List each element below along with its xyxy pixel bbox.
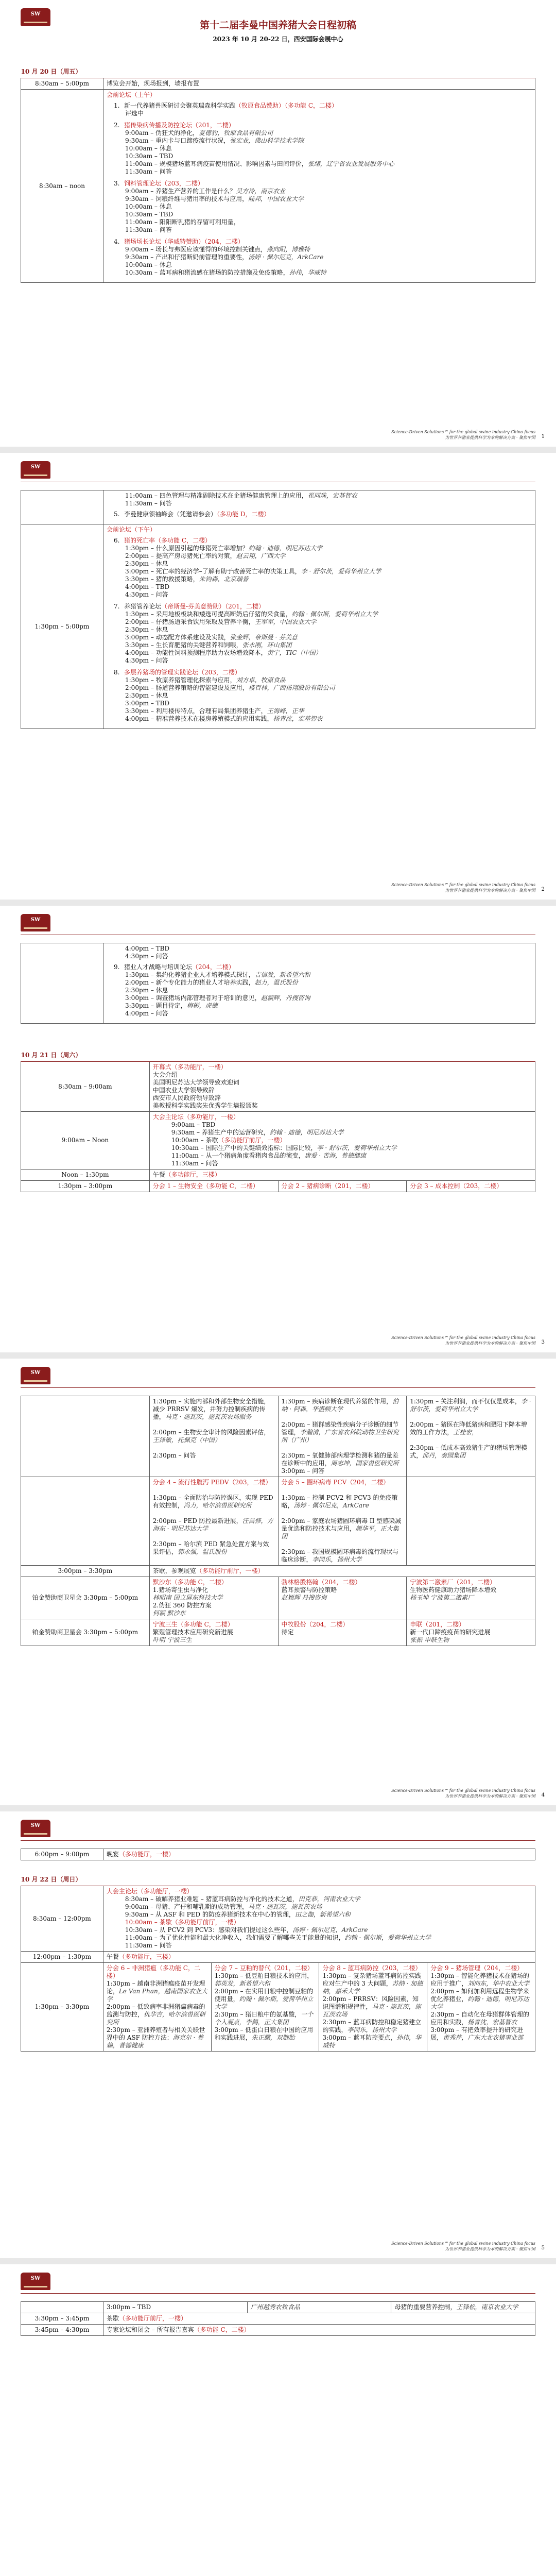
schedule-day2 — [21, 943, 535, 1192]
session-4: 4. 猪场场长论坛（华威特赞助）（204，二楼） 9:00am – 场长与弗医应该懂得的环境控制关键点，燕向阳，博雅特 9:30am – 产出和仔猪断奶前管理的重要性，汤婷 · 佩尔尼克，ArkCare 10:00am – 休息 10:30am – 蓝耳病和猪流感在猪场的防控措施及免疫策略，孙伟，华威特 — [114, 238, 326, 276]
table-row: 11:00am – 四色管理与精准副除技术在企猪场健康管理上的应用，崔同珠，宏基智农 11:30am – 问答 5. 李曼健康领袖峰会（凭邀请参会）（多功能 D，二楼） — [21, 490, 535, 524]
table-row: 1:30pm – 实施内部和外部生物安全措施，减少 PRRSV 爆发，并努力控制疾病的传播，马克 · 施瓦茨，施瓦茨农场服务 2:00pm – 生物安全审计的风险因素评估，王泽敏，托佩克（中国） 2:30pm – 问答 1:30pm – 疾病诊断在现代养猪的作用，伯纳 · 阿森，华盛顿大学 2:00pm – 猪群感染性疾病分子诊断的细节管理，李瀚清，广东省农科院动物卫生研究所（广州） 2:30pm – 氧健肺部病理学检测和猪的量差在诊断中的应用，周志坤，国家兽医研究所 3:00pm – 问答 1:30pm – 关注利润，而不仅仅是成本，李 · 舒尔茨，爱荷华州立大学 2:00pm – 猪医在降低猪病和肥阳下降本增效的工作方法，王桂宏， 2:30pm – 低成本高效猪生产的猪场管理模式，邱丹，泰园集团 — [21, 1396, 535, 1477]
date-heading: 10 月 21 日（周六） — [21, 1049, 535, 1062]
page-3: SW 4:00pm – TBD 4:30pm – 问答 9. 猪业人才战略与培训论坛（204，二楼） 1:30pm – 集约化养猪企业人才培养模式探讨，吉信发，新希望六和 2:00pm – 新个专化能力的猪业人才培养实践，赵力，温氏股份 2:30pm – 休息 3:00pm – 调查猪场内部管理者对于培训的意见，赵颖辉，丹搜咨询 3:30pm – 题目待定，梅彬，虎德 4:00pm – 问答 10 月 21 日（周六） 8:30am – 9:00am 开幕式（多功能厅，一楼） 大会介绍 美国明尼苏达大学领导致欢迎词 中国农业大学领导致辞 西安市人民政府领导致辞 美教授科学实践奖先优秀学生墙报颁奖 9:00am – Noon 大会主论坛（多功能厅，一楼） 9:00am – TBD 9:30am – 养猪生产中的运营研究，约翰 · 迪德，明尼苏达大学 10:00am – 茶歇（多功能厅前厅，一楼） 10:30am – 国际生产中的关键绩效指标：国际比较，李 · 舒尔茨，爱荷华州立大学 11:00am – 从一个猪病角度看猪肉食品的演变，唐爱 · 苦海，普德健康 11:30am – 问答 Noon – 1:30pm 午餐（多功能厅，三楼） 1:30pm – 3:00pm 分会 1 – 生物安全（多功能 C，二楼） 分会 2 – 猪病诊断（201，二楼） 分会 3 – 成本控制（203，二楼） Science-Driven Solutions℠ for the global swine industry China focus 为世界养猪业提供科学为本的解决方案 · 聚焦中国 3 — [0, 906, 556, 1352]
session-9: 9. 猪业人才战略与培训论坛（204，二楼） 1:30pm – 集约化养猪企业人才培养模式探讨，吉信发，新希望六和 2:00pm – 新个专化能力的猪业人才培养实践，赵力，温氏股份 2:30pm – 休息 3:00pm – 调查猪场内部管理者对于培训的意见，赵颖辉，丹搜咨询 3:30pm – 题目待定，梅彬，虎德 4:00pm – 问答 — [114, 963, 310, 1017]
page-number: 3 — [541, 1340, 545, 1345]
page-number: 4 — [541, 1792, 545, 1798]
table-row: 3:00pm – TBD 广州越秀农牧食品 母猪的重要营养控制，王锋松，南京农业大学 — [21, 2302, 535, 2313]
logo-text: SW — [30, 11, 41, 17]
table-row: 8:30am – 5:00pm 博览会开始，现场报到，墙报布置 — [21, 78, 535, 90]
page-number: 5 — [541, 2245, 545, 2251]
swine-logo — [21, 8, 50, 26]
date-heading: 10 月 22 日（周日） — [21, 1874, 535, 1886]
session-6: 6. 猪的死亡率（多功能 C，二楼） 1:30pm – 什么原因引起的母猪死亡率增加？约翰 · 迪德，明尼苏达大学 2:00pm – 提高产房母猪死亡率的对策，赵云翔，广西大学 2:30pm – 休息 3:00pm – 死亡率的经济学–了解有助于改善死亡率的决策工具，李 · 舒尔茨，爱荷华州立大学 3:30pm – 猪的救援策略，朱钧森，北京瑞普 4:00pm – TBD 4:30pm – 问答 — [114, 537, 381, 598]
session-8: 8. 多层养猪场的管理实践论坛（203，二楼） 1:30pm – 牧原养猪管理化探索与应用，刘方卓，牧原食品 2:00pm – 肠道营养策略的智能建设及应用，楼百林，广西扬翔股份有限公司 2:30pm – 休息 3:00pm – TBD 3:30pm – 利用楼传特点，合理有局集团养猪生产，王海峰，正华 4:00pm – 精准营养技术在楼房养殖模式的应用实践，杨青沈，宏基智农 — [114, 669, 335, 722]
date-heading: 10 月 20 日（周五） — [21, 66, 535, 78]
session-3: 3. 饲料管理论坛（203，二楼） 9:00am – 养猪生产营养的工作是什么？吴方冷，南京农业 9:30am – 饲粮纤维与猪用率的技术与应用，陆邦，中国农业大学 10:00am – 休息 10:30am – TBD 11:00am – 阳阳断乳猪的存留可利用量， 11:30am – 问答 — [114, 180, 304, 233]
schedule-day3 — [21, 1849, 535, 2052]
table-row: 3:00pm – 3:30pm 茶歇，参观展览（多功能厅前厅，一楼） — [21, 1566, 535, 1577]
swine-logo: SW — [21, 461, 50, 479]
table-row: 9:00am – Noon 大会主论坛（多功能厅，一楼） 9:00am – TBD 9:30am – 养猪生产中的运营研究，约翰 · 迪德，明尼苏达大学 10:00am – 茶歇（多功能厅前厅，一楼） 10:30am – 国际生产中的关键绩效指标：国际比较，李 · 舒尔茨，爱荷华州立大学 11:00am – 从一个猪病角度看猪肉食品的演变，唐爱 · 苦海，普德健康 11:30am – 问答 — [21, 1112, 535, 1170]
page-title: 第十二届李曼中国养猪大会日程初稿 — [199, 20, 356, 31]
session-1: 1. 新一代养猪兽医研讨会聚英瑞森科学实践（牧原食品赞助）（多功能 C，二楼） 评选中 — [114, 102, 338, 117]
swine-logo: SW — [21, 2273, 50, 2290]
page-subtitle: 2023 年 10 月 20-22 日，西安国际会展中心 — [213, 36, 343, 43]
schedule-day1 — [21, 66, 535, 283]
swine-logo: SW — [21, 1820, 50, 1837]
table-row: 1:30pm – 5:00pm 会前论坛（下午） 6. 猪的死亡率（多功能 C，二楼） 1:30pm – 什么原因引起的母猪死亡率增加？约翰 · 迪德，明尼苏达大学 2:00pm – 提高产房母猪死亡率的对策，赵云翔，广西大学 2:30pm – 休息 3:00pm – 死亡率的经济学–了解有助于改善死亡率的决策工具，李 · 舒尔茨，爱荷华州立大学 3:30pm – 猪的救援策略，朱钧森，北京瑞普 4:00pm – TBD 4:30pm – 问答 7. 养猪管养论坛（帝斯曼-芬美意赞助）（201，二楼） 1:30pm – 采用地板板块和矮选可提高断奶后仔猪的采食量，约翰 · 佩尔斯，爱荷华州立大学 2:00pm – 仔猪肠道采食饮用采取及营养平衡，王军军，中国农业大学 2:30pm – 休息 3:00pm – 动态配方体系建设及实践，张金辉，帝斯曼 · 芬美意 3:30pm – 生长育肥猪的关键营养和饲喂，张永刚，环山集团 4:00pm – 功能性饲料预测程序助力农场增效降本，黄宁，TIC（中国） 4:30pm – 问答 8. 多层养猪场的管理实践论坛（203，二楼） 1:30pm – 牧原养猪管理化探索与应用，刘方卓，牧原食品 2:00pm – 肠道营养策略的智能建设及应用，楼百林，广西扬翔股份有限公司 2:30pm – 休息 3:00pm – TBD 3:30pm – 利用楼传特点，合理有局集团养猪生产，王海峰，正华 4:00pm – 精准营养技术在楼房养殖模式的应用实践，杨青沈，宏基智农 — [21, 524, 535, 729]
table-row: 铂金赞助商卫星会 3:30pm – 5:00pm 默沙东（多功能 C，二楼） 1.猪场寄生虫与净化 林昭南 国立屏东科技大学 2.伪狂 360 防控方案 何颖 默沙东 勃林格殷格翰（204，二楼） 蓝耳预警与防控策略 赵颖辉 丹搜咨询 宁波第二激素厂（201，二楼） 生物医药健康助力猪场降本增效 杨玉坤 宁波第二激素厂 — [21, 1577, 535, 1619]
page-number: 2 — [541, 887, 545, 892]
page-6 — [0, 2264, 556, 2576]
schedule-tracks — [21, 1396, 535, 1646]
table-row: 8:30am – 9:00am 开幕式（多功能厅，一楼） 大会介绍 美国明尼苏达大学领导致欢迎词 中国农业大学领导致辞 西安市人民政府领导致辞 美教授科学实践奖先优秀学生墙报颁奖 — [21, 1062, 535, 1112]
table-row: Noon – 1:30pm 午餐（多功能厅，三楼） — [21, 1170, 535, 1181]
schedule-day1-cont — [21, 490, 535, 729]
table-row: 1:30pm – 3:30pm 分会 6 – 非洲猪瘟（多功能 C，二楼） 1:30pm – 越南非洲猪瘟疫苗开发理论，Le Van Phan，越南国家农业大学 2:00pm – 低致病率非洲猪瘟病毒的监测与防控，仇华吉，哈尔滨兽医研究所 2:30pm – 亚洲养殖者与相关关联世界中的 ASF 防控方法：海克尔 · 普赖，普德健康 分会 7 – 豆粕的替代（201，二楼） 1:30pm – 低豆粕日粮技术的应用，郭英发，新希望六和 2:00pm – 在实用日粮中控制豆粕的使用量，约翰 · 佩尔斯，爱荷华州立大学 2:30pm – 猪日粮中的氨基酸，一个个入观点，李鹤，正大集团 3:00pm – 低蛋白日粮在中国的应用和实践进展，朱正鹏，双胞胎 分会 8 – 蓝耳病防控（203，二楼） 1:30pm – 复杂猪场蓝耳病防控实践应对生产中的 3 大问题，苏纳 · 加德纳，嘉禾大学 2:00pm – PRRSV：风险因素，知识图谱和规律性，马克 · 施瓦茨，施瓦茨农场 2:30pm – 蓝耳病防控和稳定猪建立的实践，李同乐，扬州大学 3:00pm – 蓝耳防控要点，孙伟，华威特 分会 9 – 猪场管理（204，二楼） 1:30pm – 智能化养猪技术在猪场的应用于推广，刘向东，华中农业大学 2:00pm – 如何加利用远程生物学来优化养猪业，约翰 · 迪德，明尼苏达大学 2:30pm – 自动化在母猪群体管理的应用和实践，杨青沈，宏基智农 3:00pm – 有把效率提升的研究进展，黄秀芹，广东大北农猪事业部 — [21, 1963, 535, 2052]
table-row: 6:00pm – 9:00pm 晚宴（多功能厅，一楼） — [21, 1849, 535, 1860]
table-row: 8:30am – noon 会前论坛（上午） 1. 新一代养猪兽医研讨会聚英瑞森科学实践（牧原食品赞助）（多功能 C，二楼） 评选中 2. 猪传染病传播及防控论坛（201，二楼） 9:00am – 伪狂犬的净化，夏德豹，牧原食品有限公司 9:30am – 重内卡与口蹄疫流行状况，张宏业，佛山科学技术学院 10:00am – 休息 10:30am – TBD 11:00am – 规模猪场蓝耳病疫苗使用情况、影响因素与田间评价，张绪，辽宁省农业发展服务中心 11:30am – 问答 3. 饲料管理论坛（203，二楼） 9:00am – 养猪生产营养的工作是什么？吴方冷，南京农业 9:30am – 饲粮纤维与猪用率的技术与应用，陆邦，中国农业大学 10:00am – 休息 10:30am – TBD 11:00am – 阳阳断乳猪的存留可利用量， 11:30am – 问答 4. 猪场场长论坛（华威特赞助）（204，二楼） 9:00am – 场长与弗医应该懂得的环境控制关键点，燕向阳，博雅特 9:30am – 产出和仔猪断奶前管理的重要性，汤婷 · 佩尔尼克，ArkCare 10:00am – 休息 10:30am – 蓝耳病和猪流感在猪场的防控措施及免疫策略，孙伟，华威特 — [21, 90, 535, 283]
table-row: 12:00pm – 1:30pm 午餐（多功能厅，三楼） — [21, 1952, 535, 1963]
table-row: 3:45pm – 4:30pm 专家论坛和闭会 – 所有报告嘉宾（多功能 C，二楼） — [21, 2325, 535, 2336]
table-row: 1:30pm – 3:00pm 分会 1 – 生物安全（多功能 C，二楼） 分会 2 – 猪病诊断（201，二楼） 分会 3 – 成本控制（203，二楼） — [21, 1181, 535, 1192]
swine-logo: SW — [21, 914, 50, 931]
session-heading: 会前论坛（上午） — [107, 91, 157, 98]
page-4: SW 1:30pm – 实施内部和外部生物安全措施，减少 PRRSV 爆发，并努力控制疾病的传播，马克 · 施瓦茨，施瓦茨农场服务 2:00pm – 生物安全审计的风险因素评估，王泽敏，托佩克（中国） 2:30pm – 问答 1:30pm – 疾病诊断在现代养猪的作用，伯纳 · 阿森，华盛顿大学 2:00pm – 猪群感染性疾病分子诊断的细节管理，李瀚清，广东省农科院动物卫生研究所（广州） 2:30pm – 氧健肺部病理学检测和猪的量差在诊断中的应用，周志坤，国家兽医研究所 3:00pm – 问答 1:30pm – 关注利润，而不仅仅是成本，李 · 舒尔茨，爱荷华州立大学 2:00pm – 猪医在降低猪病和肥阳下降本增效的工作方法，王桂宏， 2:30pm – 低成本高效猪生产的猪场管理模式，邱丹，泰园集团 分会 4 – 流行性腹泻 PEDV（203，二楼） 1:30pm – 全面防治与防控误区，实现 PED 有效控制，冯力，哈尔滨兽医研究所 2:00pm – PED 防控最新进展，汪昌修，方海东 · 明尼苏达大学 2:30pm – 哈尔滨 PED 紧急处置方案与效果评估，郭永强，温氏股份 分会 5 – 圈环病毒 PCV（204，二楼） 1:30pm – 控制 PCV2 和 PCV3 的免疫策略，汤婷 · 佩尔尼克，ArkCare 2:00pm – 家庭农场猪圆环病毒 II 型感染减量优选和防控技术与应用，颜华平，正大集团 2:30pm – 我国规模圆环病毒的流行现状与临床诊断，李同乐，扬州大学 3:00pm – 3:30pm 茶歇，参观展览（多功能厅前厅，一楼） 铂金赞助商卫星会 3:30pm – 5:00pm 默沙东（多功能 C，二楼） 1.猪场寄生虫与净化 林昭南 国立屏东科技大学 2.伪狂 360 防控方案 何颖 默沙东 勃林格殷格翰（204，二楼） 蓝耳预警与防控策略 赵颖辉 丹搜咨询 宁波第二激素厂（201，二楼） 生物医药健康助力猪场降本增效 杨玉坤 宁波第二激素厂 铂金赞助商卫星会 3:30pm – 5:00pm 宁波三生（多功能 C，二楼） 繁殖管理技术应用研究新进展 叶明 宁波三生 中牧股份（204，二楼） 待定 申联（201，二楼） 新一代口蹄疫疫苗的研究进展 张振 申联生物 Science-Driven Solutions℠ for the global swine industry China focus 为世界养猪业提供科学为本的解决方案 · 聚焦中国 4 — [0, 1359, 556, 1805]
swine-logo: SW — [21, 1367, 50, 1384]
page-2: SW 11:00am – 四色管理与精准副除技术在企猪场健康管理上的应用，崔同珠，宏基智农 11:30am – 问答 5. 李曼健康领袖峰会（凭邀请参会）（多功能 D，二楼） 1:30pm – 5:00pm 会前论坛（下午） 6. 猪的死亡率（多功能 C，二楼） 1:30pm – 什么原因引起的母猪死亡率增加？约翰 · 迪德，明尼苏达大学 2:00pm – 提高产房母猪死亡率的对策，赵云翔，广西大学 2:30pm – 休息 3:00pm – 死亡率的经济学–了解有助于改善死亡率的决策工具，李 · 舒尔茨，爱荷华州立大学 3:30pm – 猪的救援策略，朱钧森，北京瑞普 4:00pm – TBD 4:30pm – 问答 7. 养猪管养论坛（帝斯曼-芬美意赞助）（201，二楼） 1:30pm – 采用地板板块和矮选可提高断奶后仔猪的采食量，约翰 · 佩尔斯，爱荷华州立大学 2:00pm – 仔猪肠道采食饮用采取及营养平衡，王军军，中国农业大学 2:30pm – 休息 3:00pm – 动态配方体系建设及实践，张金辉，帝斯曼 · 芬美意 3:30pm – 生长育肥猪的关键营养和饲喂，张永刚，环山集团 4:00pm – 功能性饲料预测程序助力农场增效降本，黄宁，TIC（中国） 4:30pm – 问答 8. 多层养猪场的管理实践论坛（203，二楼） 1:30pm – 牧原养猪管理化探索与应用，刘方卓，牧原食品 2:00pm – 肠道营养策略的智能建设及应用，楼百林，广西扬翔股份有限公司 2:30pm – 休息 3:00pm – TBD 3:30pm – 利用楼传特点，合理有局集团养猪生产，王海峰，正华 4:00pm – 精准营养技术在楼房养殖模式的应用实践，杨青沈，宏基智农 Science-Driven Solutions℠ for the global swine industry China focus 为世界养猪业提供科学为本的解决方案 · 聚焦中国 2 — [0, 453, 556, 900]
table-row: 8:30am – 12:00pm 大会主论坛（多功能厅，一楼） 8:30am – 破解养猪业难题 – 猪蓝耳病防控与净化的技术之道，田克恭，河南农业大学 9:00am – 母猪、产仔和哺乳期的成功管理，马克 · 施瓦茨，施瓦茨农场 9:30am – 从 ASF 和 PED 的防疫养猪新技术在中心的管理，田之伽，新希望六和 10:00am – 茶歇（多功能厅前厅，一楼） 10:30am – 从 PCV2 到 PCV3：感染对我们提过这么些年，汤婷 · 佩尔尼克，ArkCare 11:00am – 为了优化性能和最大化净收入，我们需要了解哪些关于能量的知识，约翰 · 佩尔斯，爱荷华州立大学 11:30am – 问答 — [21, 1886, 535, 1952]
session-heading: 会前论坛（下午） — [107, 526, 157, 533]
table-row: 铂金赞助商卫星会 3:30pm – 5:00pm 宁波三生（多功能 C，二楼） 繁殖管理技术应用研究新进展 叶明 宁波三生 中牧股份（204，二楼） 待定 申联（201，二楼） 新一代口蹄疫疫苗的研究进展 张振 申联生物 — [21, 1619, 535, 1646]
table-row: 3:30pm – 3:45pm 茶歇（多功能厅前厅，一楼） — [21, 2313, 535, 2325]
page-5: SW 6:00pm – 9:00pm 晚宴（多功能厅，一楼） 10 月 22 日（周日） 8:30am – 12:00pm 大会主论坛（多功能厅，一楼） 8:30am – 破解养猪业难题 – 猪蓝耳病防控与净化的技术之道，田克恭，河南农业大学 9:00am – 母猪、产仔和哺乳期的成功管理，马克 · 施瓦茨，施瓦茨农场 9:30am – 从 ASF 和 PED 的防疫养猪新技术在中心的管理，田之伽，新希望六和 10:00am – 茶歇（多功能厅前厅，一楼） 10:30am – 从 PCV2 到 PCV3：感染对我们提过这么些年，汤婷 · 佩尔尼克，ArkCare 11:00am – 为了优化性能和最大化净收入，我们需要了解哪些关于能量的知识，约翰 · 佩尔斯，爱荷华州立大学 11:30am – 问答 12:00pm – 1:30pm 午餐（多功能厅，三楼） 1:30pm – 3:30pm 分会 6 – 非洲猪瘟（多功能 C，二楼） 1:30pm – 越南非洲猪瘟疫苗开发理论，Le Van Phan，越南国家农业大学 2:00pm – 低致病率非洲猪瘟病毒的监测与防控，仇华吉，哈尔滨兽医研究所 2:30pm – 亚洲养殖者与相关关联世界中的 ASF 防控方法：海克尔 · 普赖，普德健康 分会 7 – 豆粕的替代（201，二楼） 1:30pm – 低豆粕日粮技术的应用，郭英发，新希望六和 2:00pm – 在实用日粮中控制豆粕的使用量，约翰 · 佩尔斯，爱荷华州立大学 2:30pm – 猪日粮中的氨基酸，一个个入观点，李鹤，正大集团 3:00pm – 低蛋白日粮在中国的应用和实践进展，朱正鹏，双胞胎 分会 8 – 蓝耳病防控（203，二楼） 1:30pm – 复杂猪场蓝耳病防控实践应对生产中的 3 大问题，苏纳 · 加德纳，嘉禾大学 2:00pm – PRRSV：风险因素，知识图谱和规律性，马克 · 施瓦茨，施瓦茨农场 2:30pm – 蓝耳病防控和稳定猪建立的实践，李同乐，扬州大学 3:00pm – 蓝耳防控要点，孙伟，华威特 分会 9 – 猪场管理（204，二楼） 1:30pm – 智能化养猪技术在猪场的应用于推广，刘向东，华中农业大学 2:00pm – 如何加利用远程生物学来优化养猪业，约翰 · 迪德，明尼苏达大学 2:30pm – 自动化在母猪群体管理的应用和实践，杨青沈，宏基智农 3:00pm – 有把效率提升的研究进展，黄秀芹，广东大北农猪事业部 Science-Driven Solutions℠ for the global swine industry China focus 为世界养猪业提供科学为本的解决方案 · 聚焦中国 5 — [0, 1811, 556, 2258]
session-7: 7. 养猪管养论坛（帝斯曼-芬美意赞助）（201，二楼） 1:30pm – 采用地板板块和矮选可提高断奶后仔猪的采食量，约翰 · 佩尔斯，爱荷华州立大学 2:00pm – 仔猪肠道采食饮用采取及营养平衡，王军军，中国农业大学 2:30pm – 休息 3:00pm – 动态配方体系建设及实践，张金辉，帝斯曼 · 芬美意 3:30pm – 生长育肥猪的关键营养和饲喂，张永刚，环山集团 4:00pm – 功能性饲料预测程序助力农场增效降本，黄宁，TIC（中国） 4:30pm – 问答 — [114, 603, 378, 664]
schedule-closing — [21, 2301, 535, 2336]
page-1 — [0, 0, 556, 447]
table-row: 分会 4 – 流行性腹泻 PEDV（203，二楼） 1:30pm – 全面防治与防控误区，实现 PED 有效控制，冯力，哈尔滨兽医研究所 2:00pm – PED 防控最新进展，汪昌修，方海东 · 明尼苏达大学 2:30pm – 哈尔滨 PED 紧急处置方案与效果评估，郭永强，温氏股份 分会 5 – 圈环病毒 PCV（204，二楼） 1:30pm – 控制 PCV2 和 PCV3 的免疫策略，汤婷 · 佩尔尼克，ArkCare 2:00pm – 家庭农场猪圆环病毒 II 型感染减量优选和防控技术与应用，颜华平，正大集团 2:30pm – 我国规模圆环病毒的流行现状与临床诊断，李同乐，扬州大学 — [21, 1477, 535, 1566]
footer: Science-Driven Solutions℠ for the global swine industry China focus 为世界养猪业提供科学为本的解决方案 · 聚焦中国 — [391, 430, 535, 440]
table-row: 4:00pm – TBD 4:30pm – 问答 9. 猪业人才战略与培训论坛（204，二楼） 1:30pm – 集约化养猪企业人才培养模式探讨，吉信发，新希望六和 2:00pm – 新个专化能力的猪业人才培养实践，赵力，温氏股份 2:30pm – 休息 3:00pm – 调查猪场内部管理者对于培训的意见，赵颖辉，丹搜咨询 3:30pm – 题目待定，梅彬，虎德 4:00pm – 问答 — [21, 943, 535, 1024]
page-number: 1 — [541, 434, 545, 439]
session-2: 2. 猪传染病传播及防控论坛（201，二楼） 9:00am – 伪狂犬的净化，夏德豹，牧原食品有限公司 9:30am – 重内卡与口蹄疫流行状况，张宏业，佛山科学技术学院 10:00am – 休息 10:30am – TBD 11:00am – 规模猪场蓝耳病疫苗使用情况、影响因素与田间评价，张绪，辽宁省农业发展服务中心 11:30am – 问答 — [114, 122, 394, 175]
